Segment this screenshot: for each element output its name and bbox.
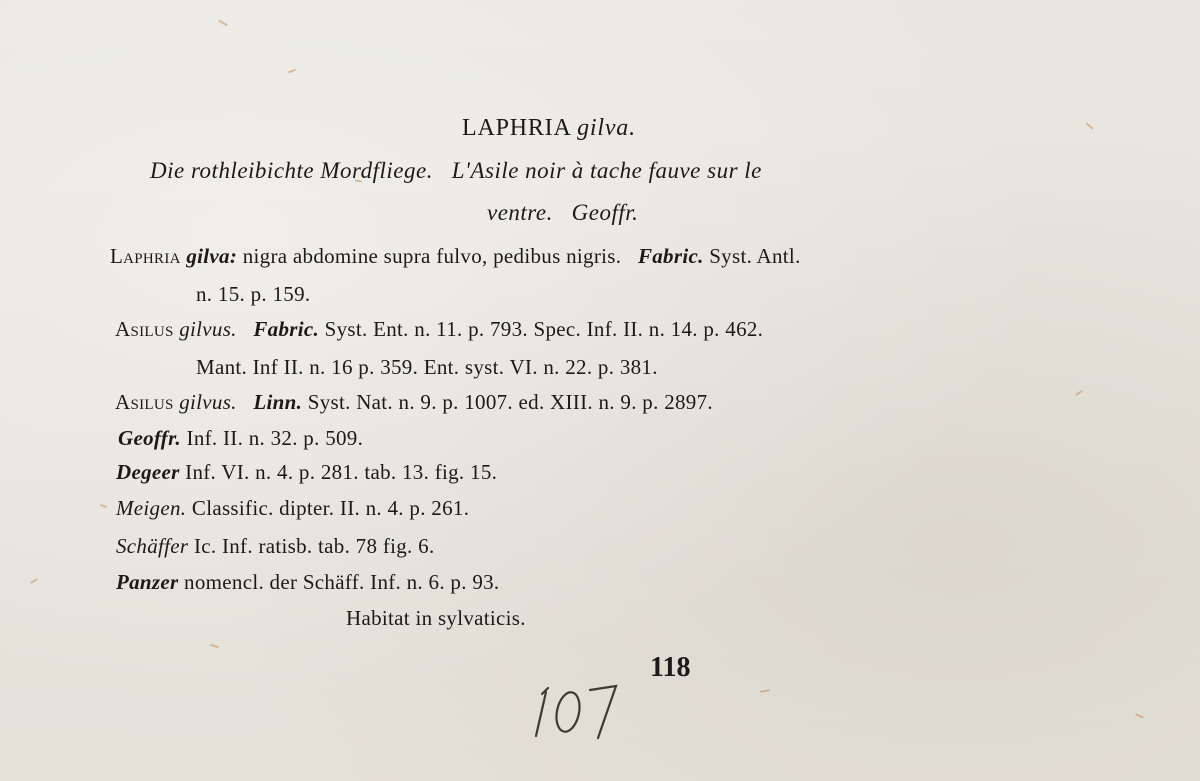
common-names-line-2 <box>487 200 638 226</box>
paper-fleck <box>760 689 770 693</box>
entry-continuation: Mant. Inf II. n. 16 p. 359. Ent. syst. VI. n. 22. p. 381. <box>196 355 658 379</box>
synonym-entry-cont <box>196 355 658 380</box>
page-number: 118 <box>650 652 691 683</box>
entry-ref: Schäffer <box>116 534 189 558</box>
paper-fleck <box>1085 122 1093 129</box>
entry-text: Syst. Ent. n. 11. p. 793. Spec. Inf. II. n. 14. p. 462. <box>324 317 764 341</box>
synonym-entry <box>115 390 713 415</box>
synonym-entry-cont <box>196 282 310 307</box>
entry-ref: Geoffr. <box>118 426 181 450</box>
entry-ref: Meigen. <box>116 496 187 520</box>
french-common-name-cont: ventre. <box>487 200 553 225</box>
species-name: gilva. <box>577 115 636 141</box>
entry-lead: Asilus <box>115 390 174 414</box>
entry-ref: Linn. <box>253 390 303 414</box>
entry-lead: Asilus <box>115 317 174 341</box>
entry-text: nomencl. der Schäff. Inf. n. 6. p. 93. <box>184 570 500 594</box>
entry-lead: Laphria <box>110 244 181 268</box>
entry-ref: Fabric. <box>637 244 704 268</box>
common-names-line-1 <box>150 158 762 184</box>
entry-ref: Panzer <box>116 570 179 594</box>
synonym-entry <box>116 460 497 485</box>
entry-tail: Syst. Antl. <box>709 244 801 268</box>
synonym-entry <box>116 496 469 521</box>
entry-text: Inf. VI. n. 4. p. 281. tab. 13. fig. 15. <box>185 460 498 484</box>
entry-name: gilvus. <box>179 317 237 341</box>
genus-name: LAPHRIA <box>462 115 571 141</box>
paper-fleck <box>1075 390 1083 396</box>
entry-text: Classific. dipter. II. n. 4. p. 261. <box>191 496 470 520</box>
entry-text: Inf. II. n. 32. p. 509. <box>186 426 364 450</box>
habitat-line <box>346 606 526 631</box>
synonym-entry <box>116 570 500 595</box>
german-common-name: Die rothleibichte Mordfliege. <box>150 158 433 183</box>
paper-fleck <box>100 504 107 508</box>
handwritten-note <box>528 680 623 740</box>
synonym-entry <box>115 317 763 342</box>
entry-text: nigra abdomine supra fulvo, pedibus nigris. <box>242 244 622 268</box>
french-common-name: L'Asile noir à tache fauve sur le <box>451 158 762 183</box>
entry-text: Ic. Inf. ratisb. tab. 78 fig. 6. <box>193 534 435 558</box>
synonym-entry <box>116 534 435 559</box>
synonym-entry <box>118 426 363 451</box>
paper-fleck <box>210 644 219 648</box>
synonym-entry <box>110 244 801 269</box>
paper-fleck <box>288 69 296 74</box>
subtitle-author: Geoffr. <box>571 200 639 225</box>
paper-fleck <box>30 578 38 584</box>
habitat-text: Habitat in sylvaticis. <box>346 606 526 630</box>
entry-text: Syst. Nat. n. 9. p. 1007. ed. XIII. n. 9. p. 2897. <box>307 390 713 414</box>
entry-ref: Fabric. <box>253 317 320 341</box>
species-heading <box>462 115 636 142</box>
entry-name: gilva: <box>186 244 238 268</box>
paper-fleck <box>218 20 228 27</box>
entry-ref: Degeer <box>116 460 180 484</box>
paper-fleck <box>1135 713 1144 719</box>
entry-continuation: n. 15. p. 159. <box>196 282 311 306</box>
entry-name: gilvus. <box>179 390 237 414</box>
